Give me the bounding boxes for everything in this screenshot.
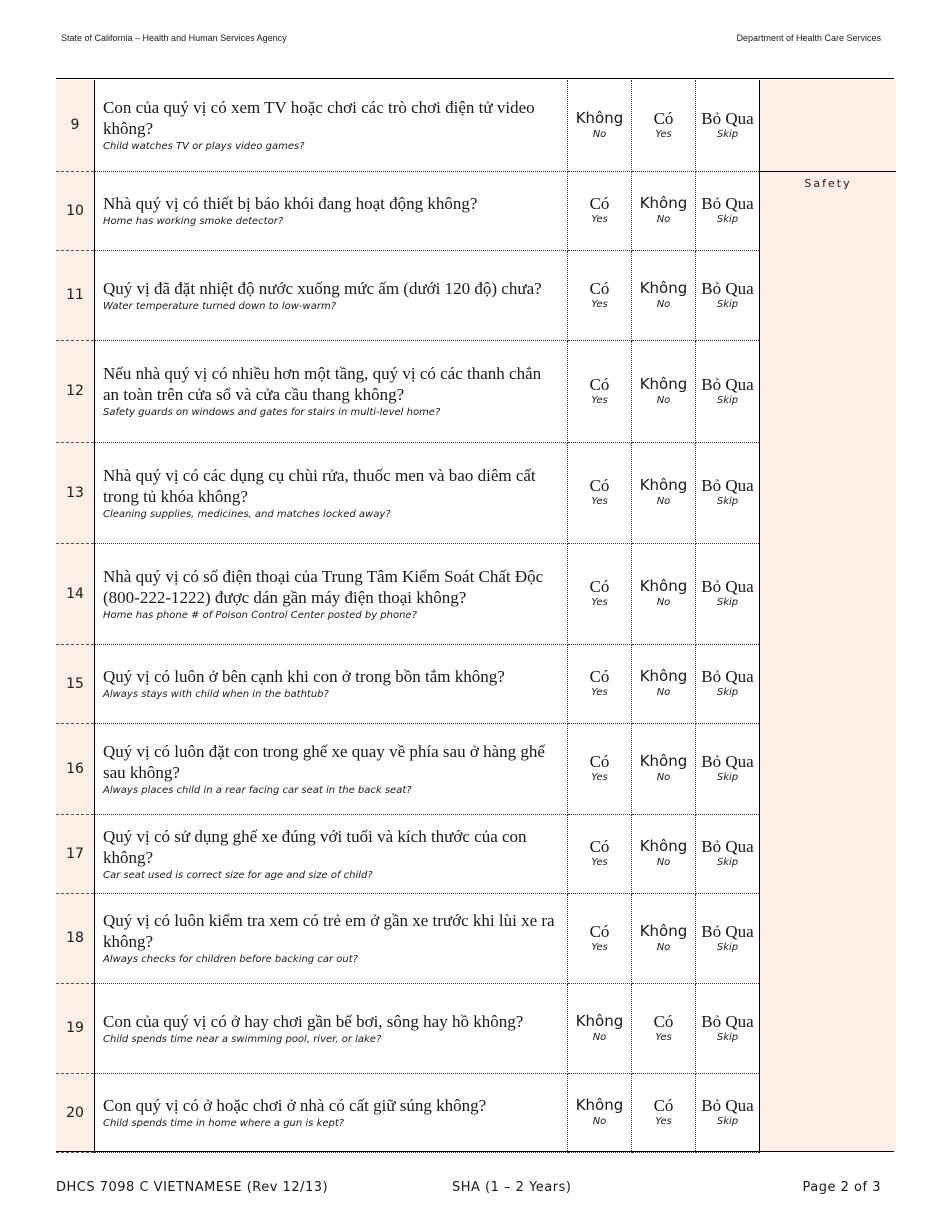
- answer-label-vietnamese: Bỏ Qua: [701, 278, 754, 298]
- header-agency: State of California – Health and Human Services Agency: [61, 33, 287, 43]
- footer-page-number: Page 2 of 3: [802, 1180, 881, 1195]
- question-number: 10: [56, 171, 95, 250]
- answer-label-english: No: [656, 214, 671, 225]
- answer-option-yes[interactable]: [632, 80, 696, 171]
- question-text-cell: [95, 983, 568, 1073]
- question-text-cell: [95, 250, 568, 340]
- footer-form-id: DHCS 7098 C VIETNAMESE (Rev 12/13): [56, 1180, 329, 1195]
- answer-option-skip[interactable]: [696, 723, 760, 814]
- answer-label-vietnamese: Bỏ Qua: [701, 1096, 754, 1115]
- answer-label-vietnamese: Không: [639, 476, 688, 494]
- answer-option-skip[interactable]: [696, 442, 760, 543]
- answer-option-yes[interactable]: [568, 250, 632, 340]
- answer-label-vietnamese: Có: [589, 577, 610, 596]
- answer-label-vietnamese: Không: [639, 577, 688, 595]
- answer-label-english: Skip: [716, 857, 739, 868]
- answer-label-english: Yes: [591, 214, 608, 225]
- answer-label-english: No: [656, 496, 671, 507]
- question-text-cell: [95, 1073, 568, 1152]
- answer-option-no[interactable]: [632, 814, 696, 893]
- question-text-vietnamese: Nếu nhà quý vị có nhiều hơn một tầng, quý vị có các thanh chắn an toàn trên cửa sổ và cửa cầu thang không?: [103, 364, 542, 404]
- question-text-cell: [95, 171, 568, 250]
- answer-label-vietnamese: Không: [639, 921, 688, 940]
- answer-option-no[interactable]: [568, 1073, 632, 1152]
- answer-option-no[interactable]: [632, 644, 696, 723]
- answer-option-skip[interactable]: [696, 814, 760, 893]
- question-text-cell: [95, 442, 568, 543]
- answer-label-english: No: [656, 298, 671, 310]
- answer-label-english: Skip: [716, 496, 739, 507]
- question-text-vietnamese: Con của quý vị có ở hay chơi gần bể bơi, sông hay hồ không?: [103, 1011, 524, 1031]
- answer-label-english: No: [656, 857, 671, 868]
- answer-label-vietnamese: Bỏ Qua: [701, 1011, 754, 1031]
- question-number: 19: [56, 983, 95, 1073]
- answer-label-english: No: [592, 128, 607, 140]
- answer-option-skip[interactable]: [696, 171, 760, 250]
- bottom-rule: [56, 1151, 894, 1152]
- answer-label-vietnamese: Có: [589, 194, 610, 213]
- question-text-english: Child watches TV or plays video games?: [103, 141, 305, 153]
- question-text-english: Cleaning supplies, medicines, and matches locked away?: [103, 508, 391, 520]
- question-number: 16: [56, 723, 95, 814]
- question-text-cell: [95, 893, 568, 983]
- answer-label-english: Yes: [591, 394, 608, 406]
- answer-label-vietnamese: Không: [575, 108, 624, 127]
- header-department: Department of Health Care Services: [736, 33, 881, 43]
- answer-label-english: No: [592, 1116, 607, 1127]
- answer-label-vietnamese: Không: [639, 667, 688, 685]
- question-text-english: Water temperature turned down to low-warm?: [103, 300, 337, 312]
- answer-option-yes[interactable]: [568, 723, 632, 814]
- answer-label-vietnamese: Không: [639, 752, 688, 770]
- answer-label-vietnamese: Bỏ Qua: [701, 194, 754, 213]
- answer-option-no[interactable]: [568, 983, 632, 1073]
- answer-label-english: No: [656, 941, 671, 953]
- question-text-english: Always stays with child when in the bathtub?: [103, 689, 329, 700]
- question-text-english: Car seat used is correct size for age and size of child?: [103, 869, 373, 881]
- answer-label-english: No: [656, 772, 671, 783]
- answer-label-english: Skip: [716, 772, 739, 783]
- answer-option-yes[interactable]: [632, 983, 696, 1073]
- question-text-cell: [95, 814, 568, 893]
- answer-label-vietnamese: Có: [589, 667, 610, 686]
- answer-option-skip[interactable]: [696, 340, 760, 442]
- answer-label-english: Skip: [716, 687, 739, 698]
- category-cell-safety: [760, 171, 897, 1152]
- answer-option-yes[interactable]: [568, 893, 632, 983]
- answer-option-no[interactable]: [632, 543, 696, 644]
- answer-label-vietnamese: Không: [639, 278, 688, 297]
- answer-option-skip[interactable]: [696, 644, 760, 723]
- answer-option-no[interactable]: [632, 442, 696, 543]
- question-text-vietnamese: Quý vị có luôn ở bên cạnh khi con ở trong bồn tắm không?: [103, 667, 505, 686]
- answer-label-english: Yes: [655, 128, 672, 140]
- question-number: 9: [56, 80, 95, 171]
- answer-label-vietnamese: Có: [653, 1096, 674, 1115]
- answer-label-vietnamese: Có: [589, 837, 610, 856]
- answer-option-skip[interactable]: [696, 80, 760, 171]
- answer-option-yes[interactable]: [568, 543, 632, 644]
- category-label: Safety: [804, 176, 852, 190]
- question-text-vietnamese: Nhà quý vị có thiết bị báo khói đang hoạt động không?: [103, 194, 478, 213]
- answer-label-english: Yes: [591, 298, 608, 310]
- question-text-cell: [95, 644, 568, 723]
- answer-option-no[interactable]: [632, 171, 696, 250]
- question-number: 13: [56, 442, 95, 543]
- answer-option-skip[interactable]: [696, 983, 760, 1073]
- question-text-vietnamese: Quý vị có sử dụng ghế xe đúng với tuổi và kích thước của con không?: [103, 826, 527, 867]
- question-text-english: Home has working smoke detector?: [103, 216, 284, 227]
- question-text-vietnamese: Quý vị đã đặt nhiệt độ nước xuống mức ấm (dưới 120 độ) chưa?: [103, 278, 542, 298]
- answer-label-vietnamese: Bỏ Qua: [701, 108, 754, 128]
- answer-label-vietnamese: Có: [589, 752, 610, 771]
- question-text-cell: [95, 340, 568, 442]
- answer-label-english: Yes: [591, 772, 608, 783]
- answer-label-vietnamese: Bỏ Qua: [701, 921, 754, 941]
- answer-label-vietnamese: Có: [653, 108, 674, 128]
- answer-option-no[interactable]: [632, 340, 696, 442]
- question-text-cell: [95, 80, 568, 171]
- answer-label-vietnamese: Không: [639, 374, 688, 393]
- answer-label-english: Skip: [716, 214, 739, 225]
- question-row-10: [56, 171, 896, 250]
- answer-option-yes[interactable]: [568, 814, 632, 893]
- answer-label-vietnamese: Có: [589, 921, 610, 941]
- answer-label-vietnamese: Bỏ Qua: [701, 667, 754, 686]
- answer-label-vietnamese: Có: [589, 374, 610, 394]
- answer-option-no[interactable]: [632, 723, 696, 814]
- answer-label-vietnamese: Bỏ Qua: [701, 837, 754, 856]
- answer-label-english: Yes: [591, 941, 608, 953]
- question-number: 15: [56, 644, 95, 723]
- footer-form-title: SHA (1 – 2 Years): [452, 1180, 572, 1195]
- question-text-cell: [95, 723, 568, 814]
- answer-label-english: Yes: [655, 1031, 672, 1043]
- answer-option-yes[interactable]: [568, 340, 632, 442]
- question-number: 12: [56, 340, 95, 442]
- answer-label-vietnamese: Không: [575, 1096, 624, 1114]
- question-number: 18: [56, 893, 95, 983]
- answer-label-vietnamese: Có: [589, 476, 610, 495]
- answer-label-english: Skip: [716, 298, 739, 310]
- answer-label-vietnamese: Bỏ Qua: [701, 476, 754, 495]
- question-text-vietnamese: Nhà quý vị có số điện thoại của Trung Tâm Kiểm Soát Chất Độc (800-222-1222) được dán gần máy điện thoại không?: [103, 566, 544, 607]
- answer-option-yes[interactable]: [568, 171, 632, 250]
- question-row-9: [56, 80, 896, 171]
- answer-label-english: Yes: [655, 1116, 672, 1127]
- answer-label-vietnamese: Bỏ Qua: [701, 374, 754, 394]
- answer-label-english: Skip: [716, 597, 739, 608]
- question-number: 14: [56, 543, 95, 644]
- answer-option-skip[interactable]: [696, 893, 760, 983]
- answer-label-english: Skip: [716, 1031, 739, 1043]
- question-text-vietnamese: Con quý vị có ở hoặc chơi ở nhà có cất giữ súng không?: [103, 1096, 487, 1115]
- answer-option-no[interactable]: [632, 250, 696, 340]
- answer-label-vietnamese: Không: [575, 1011, 624, 1030]
- question-text-vietnamese: Quý vị có luôn kiểm tra xem có trẻ em ở gần xe trước khi lùi xe ra không?: [103, 911, 555, 951]
- answer-option-yes[interactable]: [568, 644, 632, 723]
- question-number: 20: [56, 1073, 95, 1152]
- answer-label-english: Yes: [591, 597, 608, 608]
- answer-label-english: No: [656, 597, 671, 608]
- top-rule: [56, 78, 894, 79]
- answer-label-vietnamese: Bỏ Qua: [701, 577, 754, 596]
- answer-label-english: Yes: [591, 687, 608, 698]
- question-text-english: Child spends time near a swimming pool, river, or lake?: [103, 1033, 382, 1045]
- question-text-vietnamese: Nhà quý vị có các dụng cụ chùi rửa, thuốc men và bao diêm cất trong tủ khóa không?: [103, 465, 536, 506]
- question-text-english: Always checks for children before backing car out?: [103, 954, 358, 965]
- answer-option-skip[interactable]: [696, 1073, 760, 1152]
- answer-label-english: Skip: [716, 941, 739, 953]
- answer-label-english: Yes: [591, 496, 608, 507]
- answer-label-english: Skip: [716, 128, 739, 140]
- category-cell-previous: [760, 80, 897, 171]
- answer-label-english: Skip: [716, 394, 739, 406]
- question-text-vietnamese: Con của quý vị có xem TV hoặc chơi các trò chơi điện tử video không?: [103, 98, 535, 139]
- answer-option-yes[interactable]: [568, 442, 632, 543]
- answer-label-vietnamese: Không: [639, 837, 688, 855]
- answer-option-yes[interactable]: [632, 1073, 696, 1152]
- answer-label-english: No: [656, 394, 671, 406]
- answer-label-english: Yes: [591, 857, 608, 868]
- question-text-cell: [95, 543, 568, 644]
- answer-label-vietnamese: Bỏ Qua: [701, 752, 754, 771]
- answer-option-skip[interactable]: [696, 250, 760, 340]
- answer-label-english: No: [656, 687, 671, 698]
- question-text-english: Always places child in a rear facing car seat in the back seat?: [103, 784, 412, 796]
- question-number: 17: [56, 814, 95, 893]
- answer-option-no[interactable]: [632, 893, 696, 983]
- answer-label-english: No: [592, 1031, 607, 1043]
- question-number: 11: [56, 250, 95, 340]
- answer-option-no[interactable]: [568, 80, 632, 171]
- answer-label-vietnamese: Có: [589, 278, 610, 298]
- questionnaire-table: [56, 80, 896, 1153]
- answer-label-english: Skip: [716, 1116, 739, 1127]
- answer-label-vietnamese: Không: [639, 194, 688, 212]
- answer-label-vietnamese: Có: [653, 1011, 674, 1031]
- question-text-english: Home has phone # of Poison Control Center posted by phone?: [103, 609, 417, 621]
- question-text-english: Safety guards on windows and gates for stairs in multi-level home?: [103, 407, 441, 418]
- answer-option-skip[interactable]: [696, 543, 760, 644]
- question-text-vietnamese: Quý vị có luôn đặt con trong ghế xe quay về phía sau ở hàng ghế sau không?: [103, 741, 545, 782]
- question-text-english: Child spends time in home where a gun is kept?: [103, 1118, 345, 1129]
